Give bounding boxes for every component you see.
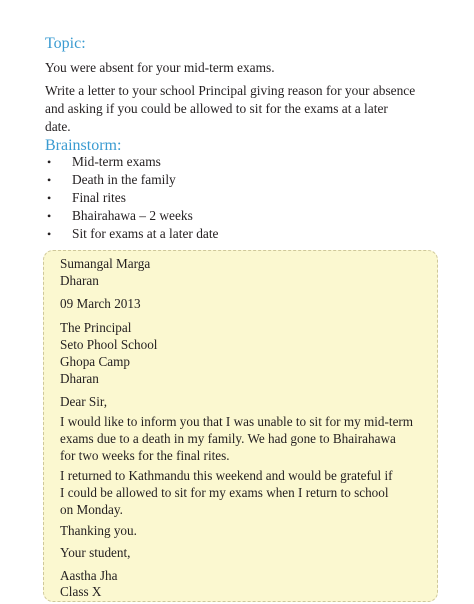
bullet-icon: • bbox=[47, 191, 52, 205]
sample-letter bbox=[43, 250, 438, 602]
recipient-line: Seto Phool School bbox=[60, 337, 158, 352]
sender-address-line: Sumangal Marga bbox=[60, 256, 151, 271]
body-line: I would like to inform you that I was unable to sit for my mid-term bbox=[60, 414, 414, 429]
body-line: for two weeks for the final rites. bbox=[60, 448, 230, 463]
letter-date: 09 March 2013 bbox=[60, 296, 141, 311]
brainstorm-list bbox=[45, 153, 219, 243]
body-line: exams due to a death in my family. We had gone to Bhairahawa bbox=[60, 431, 396, 446]
bullet-icon: • bbox=[47, 227, 52, 241]
closing-line: Your student, bbox=[60, 545, 131, 560]
list-item: • Sit for exams at a later date bbox=[47, 226, 219, 241]
list-item: • Bhairahawa – 2 weeks bbox=[47, 208, 193, 223]
recipient-line: Dharan bbox=[60, 371, 99, 386]
bullet-icon: • bbox=[47, 209, 52, 223]
recipient-line: The Principal bbox=[60, 320, 132, 335]
signature-name: Aastha Jha bbox=[60, 568, 118, 583]
body-line: I could be allowed to sit for my exams when I return to school bbox=[60, 485, 389, 500]
list-item: • Death in the family bbox=[47, 172, 176, 187]
brainstorm-heading: Brainstorm: bbox=[45, 137, 122, 154]
body-line: I returned to Kathmandu this weekend and would be grateful if bbox=[60, 468, 393, 483]
bullet-icon: • bbox=[47, 155, 52, 169]
task-line: Write a letter to your school Principal giving reason for your absence bbox=[45, 83, 416, 98]
topic-heading: Topic: bbox=[45, 35, 86, 52]
signature-class: Class X bbox=[60, 584, 102, 599]
body-line: on Monday. bbox=[60, 502, 123, 517]
thanks-line: Thanking you. bbox=[60, 523, 137, 538]
sender-address-line: Dharan bbox=[60, 273, 99, 288]
bullet-icon: • bbox=[47, 173, 52, 187]
list-item: • Final rites bbox=[47, 190, 126, 205]
topic-line: You were absent for your mid-term exams. bbox=[45, 60, 275, 75]
task-line: and asking if you could be allowed to sit for the exams at a later bbox=[45, 101, 388, 116]
list-item: • Mid-term exams bbox=[47, 154, 161, 169]
task-line: date. bbox=[45, 119, 71, 134]
salutation: Dear Sir, bbox=[60, 394, 108, 409]
recipient-line: Ghopa Camp bbox=[60, 354, 130, 369]
